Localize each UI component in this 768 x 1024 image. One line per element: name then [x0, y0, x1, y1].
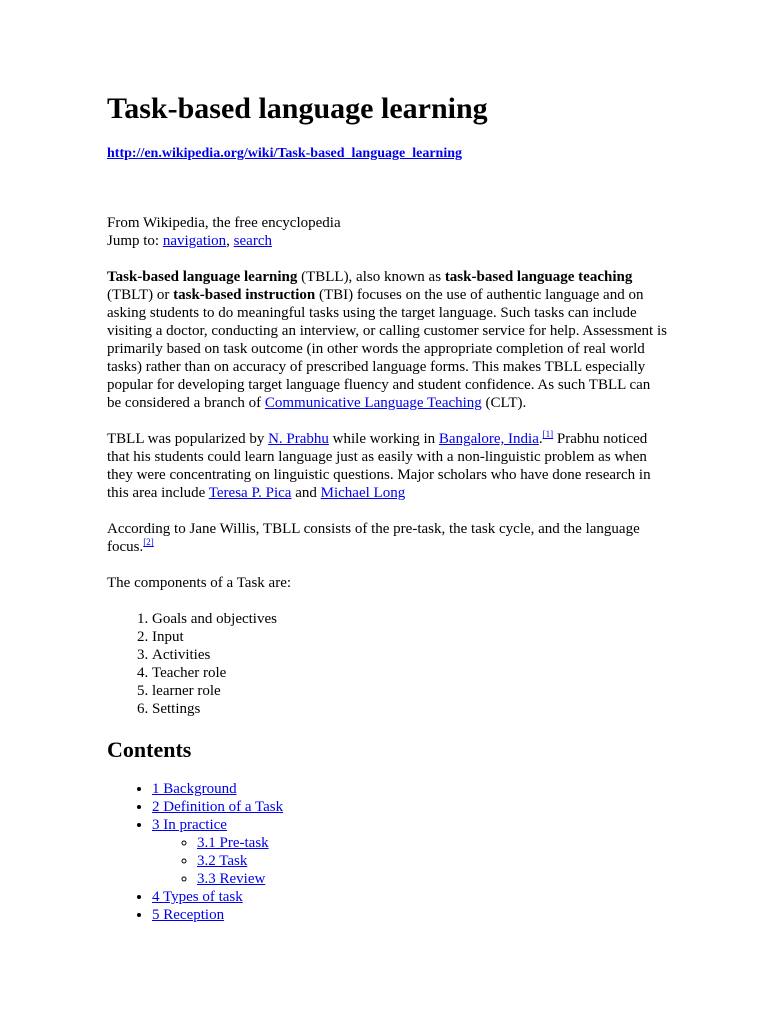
- table-of-contents: [107, 780, 667, 924]
- list-item: 2. Input: [152, 628, 667, 646]
- reference-2-link[interactable]: [2]: [143, 537, 154, 547]
- paragraph-history: [107, 430, 667, 502]
- toc-item-background: [152, 780, 667, 798]
- pica-link[interactable]: Teresa P. Pica: [208, 485, 292, 501]
- list-item: 5. learner role: [152, 682, 667, 700]
- toc-item-pre-task: [197, 834, 667, 852]
- toc-sublist: [152, 834, 667, 888]
- contents-heading: Contents: [107, 737, 192, 762]
- para1-text-3: (TBI) focuses on the use of authentic language and on asking students to do meaningful tasks using the target language. Such tasks can include visiting a doctor, conducting an interview, or calling customer service for help. Assessment is primarily based on task outcome (in other words the appropriate completion of real world tasks) rather than on accuracy of prescribed language forms. This makes TBLL especially popular for developing target language fluency and student confidence. As such TBLL can be considered a branch of: [107, 287, 667, 411]
- toc-item-in-practice: [152, 816, 667, 888]
- toc-link-definition[interactable]: 2 Definition of a Task: [152, 799, 284, 815]
- page-title: Task-based language learning: [107, 92, 488, 125]
- reference-1-link[interactable]: [1]: [542, 429, 554, 439]
- para2-text-5: and: [291, 485, 321, 501]
- components-intro: The components of a Task are:: [107, 575, 292, 591]
- from-wikipedia-text: From Wikipedia, the free encyclopedia: [107, 215, 341, 231]
- term-tblt: task-based language teaching: [444, 269, 633, 285]
- prabhu-link[interactable]: N. Prabhu: [268, 431, 329, 447]
- navigation-link[interactable]: navigation: [162, 233, 227, 249]
- para1-text-4: (CLT).: [481, 395, 527, 411]
- para2-text-2: while working in: [328, 431, 439, 447]
- long-link[interactable]: Michael Long: [320, 485, 406, 501]
- para2-text-1: TBLL was popularized by: [107, 431, 269, 447]
- list-item: 1. Goals and objectives: [152, 610, 667, 628]
- search-link[interactable]: search: [233, 233, 272, 249]
- term-tbll: Task-based language learning: [107, 269, 298, 285]
- toc-link-reception[interactable]: 5 Reception: [152, 907, 225, 923]
- toc-link-pre-task[interactable]: 3.1 Pre-task: [197, 835, 269, 851]
- paragraph-definition: [107, 268, 667, 412]
- toc-item-review: [197, 870, 667, 888]
- jump-comma: ,: [226, 233, 234, 249]
- toc-item-definition: [152, 798, 667, 816]
- para1-text-1: (TBLL), also known as: [297, 269, 445, 285]
- components-list: [107, 610, 667, 718]
- term-tbi: task-based instruction: [173, 287, 316, 303]
- toc-item-types: [152, 888, 667, 906]
- list-item: 4. Teacher role: [152, 664, 667, 682]
- para3-text-1: According to Jane Willis, TBLL consists of the pre-task, the task cycle, and the language focus.: [107, 521, 640, 555]
- para2-text-3: .: [538, 431, 543, 447]
- article-body: [107, 214, 667, 924]
- jump-to-label: Jump to:: [107, 233, 163, 249]
- list-item: 3. Activities: [152, 646, 667, 664]
- toc-link-types[interactable]: 4 Types of task: [152, 889, 243, 905]
- para2-text-4: Prabhu noticed that his students could learn language just as easily with a non-linguistic problem as when they were concentrating on linguistic questions. Major scholars who have done research in this area include: [107, 431, 651, 501]
- list-item: 6. Settings: [152, 700, 667, 718]
- paragraph-willis: [107, 520, 667, 556]
- toc-link-in-practice[interactable]: 3 In practice: [152, 817, 227, 833]
- toc-item-reception: [152, 906, 667, 924]
- clt-link[interactable]: Communicative Language Teaching: [264, 395, 482, 411]
- toc-link-task[interactable]: 3.2 Task: [197, 853, 248, 869]
- source-url-link[interactable]: http://en.wikipedia.org/wiki/Task-based_language_learning: [107, 146, 462, 161]
- toc-item-task: [197, 852, 667, 870]
- intro-block: [107, 214, 667, 250]
- para1-text-2: (TBLT) or: [107, 287, 174, 303]
- toc-link-review[interactable]: 3.3 Review: [197, 871, 266, 887]
- bangalore-link[interactable]: Bangalore, India: [438, 431, 539, 447]
- toc-link-background[interactable]: 1 Background: [152, 781, 237, 797]
